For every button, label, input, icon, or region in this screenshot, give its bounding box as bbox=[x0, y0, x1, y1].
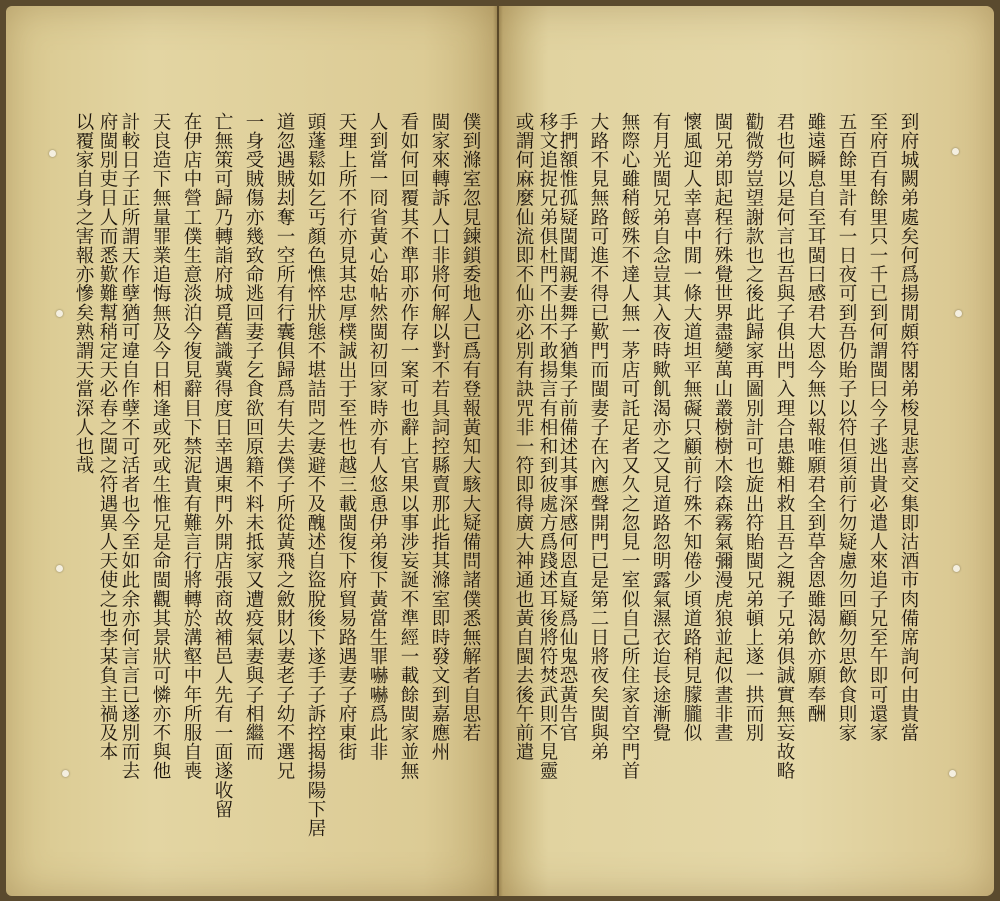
left-column-5: 天理上所不行亦見其忠厚樸誠出于至性也越三載閩復下府貿易路遇妻子府東街 bbox=[336, 112, 357, 762]
left-column-11: 天良造下無量罪業追悔無及今日相逢或死或生惟兄是命閩觀其景狀可憐亦不與他 bbox=[150, 112, 171, 781]
left-column-14: 以覆家自身之害報亦慘矣熟謂天當深人也哉 bbox=[73, 112, 94, 475]
left-column-12: 計較日子正所謂天作孽猶可違自作孽不可活者也今至如此余亦何言言已遂別而去 bbox=[119, 112, 140, 781]
right-column-3: 五百餘里計有一日夜可到吾仍貽子以符但須前行勿疑慮勿回顧勿思飲食則家 bbox=[836, 112, 857, 743]
binding-hole-icon bbox=[49, 150, 56, 157]
binding-hole-icon bbox=[949, 770, 956, 777]
right-column-11: 大路不見無路可進不得已歎門而閩妻子在內應聲開門已是第二日將夜矣閩與弟 bbox=[588, 112, 609, 762]
right-column-4: 雖遠瞬息自至耳閩曰感君大恩今無以報唯願君全到草舍恩雖渴飲亦願奉酬 bbox=[805, 112, 826, 724]
binding-hole-icon bbox=[56, 310, 63, 317]
left-column-9: 亡無策可歸乃轉詣府城覓舊識冀得度日幸遇東門外開店張商故補邑人先有一面遂收留 bbox=[212, 112, 233, 819]
left-column-7: 道忽遇賊刦奪一空所有行囊俱歸爲有失去僕子所從黃飛之斂財以妻老子幼不選兄 bbox=[274, 112, 295, 781]
left-column-1: 僕到滌室忽見鍊鎖委地人已爲有登報黃知大駭大疑備問諸僕悉無解者自思若 bbox=[460, 112, 481, 743]
right-column-5: 君也何以是何言也吾與子俱出門入理合患難相救且吾之親子兄弟俱誠實無妄故略 bbox=[774, 112, 795, 781]
right-column-12: 手捫額惟孤疑閩聞親妻舞子猶集子前備述其事深感何恩直疑爲仙鬼恐黃告官 bbox=[557, 112, 578, 743]
right-column-9: 有月光閩兄弟自念豈其入夜時歟飢渴亦之又見道路忽明露氣濕衣迨長途漸覺 bbox=[650, 112, 671, 743]
left-column-6: 頭蓬鬆如乞丐顏色憔悴狀態不堪詰問之妻避不及醜述自盜脫後下遂手子訴控揭揚陽下居 bbox=[305, 112, 326, 838]
right-column-10: 無際心雖稍餒殊不達人無一茅店可託足者又久之忽見一室似自己所住家首空門首 bbox=[619, 112, 640, 781]
left-column-10: 在伊店中營工僕生意淡泊今復見辭目下禁泥貴有難言行將轉於溝壑中年所服自喪 bbox=[181, 112, 202, 781]
right-column-13: 移文追捉兄弟俱杜門不出不敢揚言有相和到彼處方爲踐述耳後將符焚武則不見靈 bbox=[537, 112, 558, 781]
right-column-8: 懷風迎人幸喜中閒一條大道坦平無礙只顧前行殊不知倦少頃道路稍見朦朧似 bbox=[681, 112, 702, 743]
right-column-1: 到府城闕弟處矣何爲揚閒頗符閣弟梭見悲喜交集即沽酒市肉備席詢何由貴當 bbox=[898, 112, 919, 743]
binding-hole-icon bbox=[953, 565, 960, 572]
left-column-13: 府閩別吏日人而悉歎難幫稍定天必春之閩之符遇異人天使之也李某負主禍及本 bbox=[97, 112, 118, 762]
book-gutter bbox=[493, 6, 503, 896]
right-column-2: 至府百有餘里只一千已到何謂閩曰今子逃出貴必遣人來追子兄至午即可還家 bbox=[867, 112, 888, 743]
binding-hole-icon bbox=[62, 770, 69, 777]
left-column-3: 看如何回覆其不準耶亦作存一案可也辭上官果以事涉妄誕不準經一載餘閩家並無 bbox=[398, 112, 419, 781]
binding-hole-icon bbox=[952, 148, 959, 155]
left-column-4: 人到當一冏省黃心始帖然閩初回家時亦有人悠恿伊弟復下黃當生罪嚇嚇爲此非 bbox=[367, 112, 388, 762]
binding-hole-icon bbox=[56, 565, 63, 572]
right-column-6: 勸微勞豈望謝款也之後此歸家再圖別計可也旋出符貽閩兄弟頓上遂一拱而別 bbox=[743, 112, 764, 743]
left-column-8: 一身受賊傷亦幾致命逃回妻子乞食欲回原籍不料未抵家又遭疫氣妻與子相繼而 bbox=[243, 112, 264, 762]
right-column-14: 或謂何麻麼仙流即不仙亦必別有訣咒非一符即得廣大神通也黃自閩去後午前遣 bbox=[513, 112, 534, 762]
right-column-7: 閩兄弟即起程行殊覺世界盡變萬山叢樹樹木陰森霧氣彌漫虎狼並起似晝非晝 bbox=[712, 112, 733, 743]
binding-hole-icon bbox=[955, 310, 962, 317]
left-column-2: 閩家來轉訴人口非將何解以對不若具詞控縣賣那此指其滌室即時發文到嘉應州 bbox=[429, 112, 450, 762]
